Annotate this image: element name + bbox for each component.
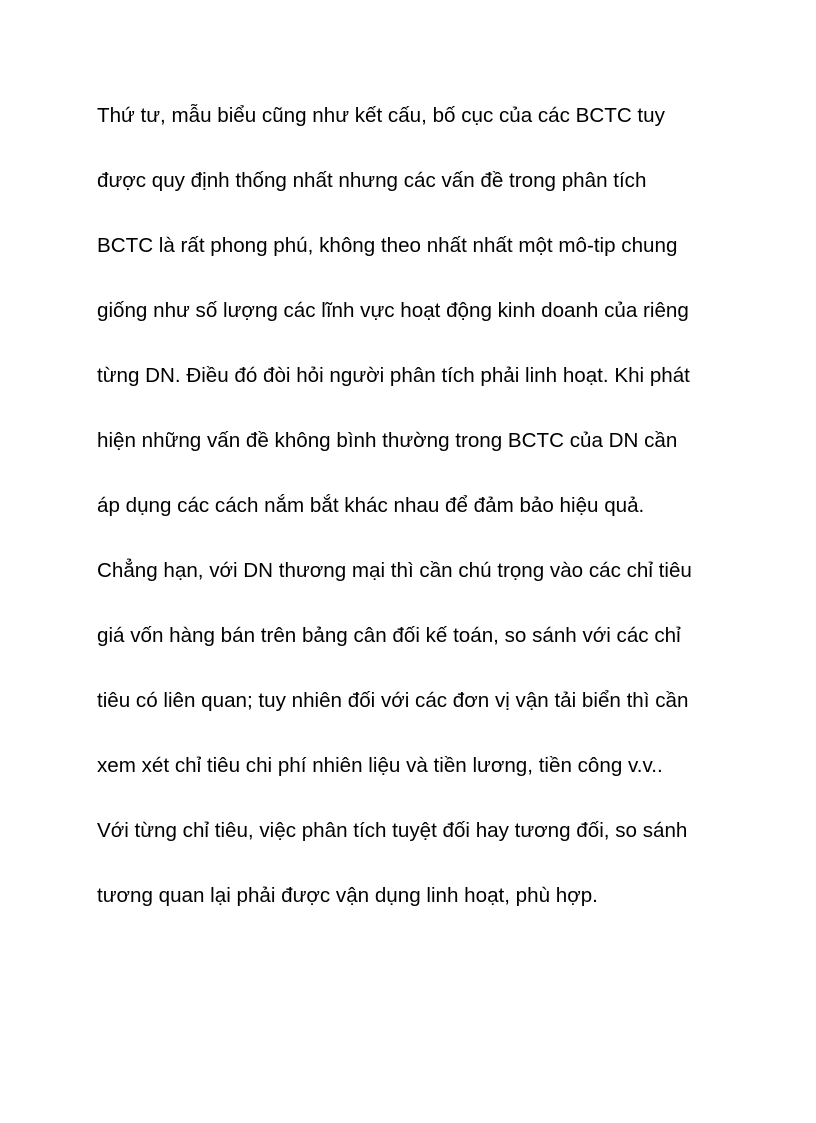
paragraph-line: được quy định thống nhất nhưng các vấn đề trong phân tích (97, 169, 647, 192)
paragraph-line: hiện những vấn đề không bình thường trong BCTC của DN cần (97, 429, 678, 452)
paragraph-line: Với từng chỉ tiêu, việc phân tích tuyệt đối hay tương đối, so sánh (97, 819, 688, 842)
paragraph-line: giống như số lượng các lĩnh vực hoạt động kinh doanh của riêng (97, 299, 689, 322)
paragraph-line: từng DN. Điều đó đòi hỏi người phân tích phải linh hoạt. Khi phát (97, 364, 690, 387)
paragraph-line: tiêu có liên quan; tuy nhiên đối với các đơn vị vận tải biển thì cần (97, 689, 689, 712)
paragraph (97, 98, 737, 943)
paragraph-line: Thứ tư, mẫu biểu cũng như kết cấu, bố cục của các BCTC tuy (97, 104, 665, 127)
paragraph-line: tương quan lại phải được vận dụng linh hoạt, phù hợp. (97, 884, 598, 907)
paragraph-line: BCTC là rất phong phú, không theo nhất nhất một mô-tip chung (97, 234, 678, 257)
paragraph-line: xem xét chỉ tiêu chi phí nhiên liệu và tiền lương, tiền công v.v.. (97, 754, 663, 777)
paragraph-line: giá vốn hàng bán trên bảng cân đối kế toán, so sánh với các chỉ (97, 624, 681, 647)
paragraph-line: áp dụng các cách nắm bắt khác nhau để đảm bảo hiệu quả. (97, 494, 645, 517)
paragraph-line: Chẳng hạn, với DN thương mại thì cần chú trọng vào các chỉ tiêu (97, 559, 692, 582)
